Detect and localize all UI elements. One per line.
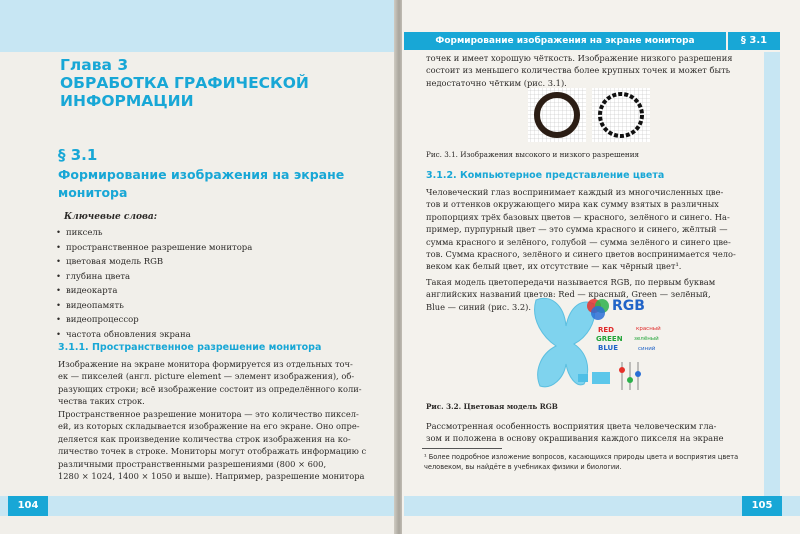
keywords-heading: Ключевые слова: [64,212,158,222]
text-line: чества таких строк. [58,396,145,407]
butterfly-shape [535,298,595,386]
text-line: пример, пурпурный цвет — это сумма красного и синего, жёлтый — [426,224,728,235]
blue-label: BLUE [598,344,619,352]
text-line: разующих строки; всё изображение состоит из определённого коли- [58,383,362,394]
keyword-item: • частота обновления экрана [56,328,252,343]
swatch-icon [578,374,588,382]
ru-blue-label: синий [638,346,656,352]
keyword-item: • глубина цвета [56,270,252,285]
text-line: Blue — синий (рис. 3.2). [426,301,532,312]
text-line: недостаточно чётким (рис. 3.1). [426,77,567,88]
blue-circle [591,306,605,320]
side-strip [764,52,780,496]
text-line: 1280 × 1024, 1400 × 1050 и выше). Например, разрешение монитора [58,471,365,482]
figure-caption: Рис. 3.1. Изображения высокого и низкого разрешения [426,150,640,159]
left-page [0,0,396,534]
running-head: Формирование изображения на экране монитора [404,32,726,50]
text-line: состоит из меньшего количества более крупных точек и может быть [426,65,731,76]
section-title [58,166,378,202]
section-number: § 3.1 [58,146,98,164]
section-title-line: Формирование изображения на экране [58,167,345,182]
paragraph-perception [426,420,724,445]
text-line: Пространственное разрешение монитора — это количество пиксел- [58,409,359,419]
section-title-line: монитора [58,185,128,200]
text-line: тов и оттенков окружающего мира как сумму взятых в различных [426,199,719,210]
paragraph-pixels [58,358,362,408]
paragraph-resolution [58,408,366,482]
rgb-illustration [522,292,672,396]
figure-rgb [522,292,672,396]
keywords-list [56,226,252,342]
keyword-item: • пространственное разрешение монитора [56,241,252,256]
text-line: различными пространственными разрешениями (800 × 600, [58,458,327,469]
slider-knob-icon [619,367,625,373]
text-line: Рассмотренная особенность восприятия цвета человеческим гла- [426,421,717,431]
subsection-title: 3.1.2. Компьютерное представление цвета [426,170,665,181]
text-line: Изображение на экране монитора формируется из отдельных точ- [58,359,353,369]
red-label: RED [598,326,614,334]
slider-knob-icon [627,377,633,383]
figure-resolution [526,86,656,144]
text-line: Человеческий глаз воспринимает каждый из многочисленных цве- [426,187,724,197]
keyword-item: • видеопроцессор [56,313,252,328]
paragraph-resolution-cont [426,52,732,89]
text-line: тов. Сумма красного, зелёного и синего цветов воспринимается чело- [426,249,736,260]
chapter-title-line: ОБРАБОТКА ГРАФИЧЕСКОЙ [60,74,309,92]
paragraph-color [426,186,736,273]
slider-knob-icon [635,371,641,377]
text-line: пропорциях трёх базовых цветов — красного, зелёного и синего. На- [426,211,730,222]
figure-caption: Рис. 3.2. Цветовая модель RGB [426,402,558,411]
text-line: деляется как произведение количества строк изображения на ко- [58,433,351,444]
text-line: веком как белый цвет, их отсутствие — как чёрный цвет¹. [426,261,682,272]
text-line: сумма красного и зелёного, голубой — сумма зелёного и синего цве- [426,236,731,247]
keyword-item: • видеопамять [56,299,252,314]
green-label: GREEN [596,335,623,343]
chapter-title-line: ИНФОРМАЦИИ [60,92,194,110]
text-line: ей, из которых складывается изображение на его экране. Оно опре- [58,421,360,432]
text-line: ек — пикселей (англ. picture element — элемент изображения), об- [58,371,355,382]
keyword-item: • цветовая модель RGB [56,255,252,270]
ru-green-label: зелёный [634,336,659,342]
text-line: зом и положена в основу окрашивания каждого пикселя на экране [426,433,724,444]
running-section: § 3.1 [728,32,780,50]
text-line: личество точек в строке. Мониторы могут отображать информацию с [58,446,367,457]
chapter-title [60,56,380,110]
rgb-label: RGB [612,298,645,314]
top-band [0,0,396,52]
page-number: 104 [8,496,48,516]
ru-red-label: красный [636,326,661,332]
footer-band [404,496,800,516]
subsection-title: 3.1.1. Пространственное разрешение монитора [58,342,322,353]
swatch-icon [592,372,610,384]
text-line: точек и имеет хорошую чёткость. Изображение низкого разрешения [426,53,733,63]
text-line: Такая модель цветопередачи называется RGB, по первым буквам [426,277,716,287]
footnote: ¹ Более подробное изложение вопросов, касающихся природы цвета и восприятия цвета человеком, вы найдёте в учебниках физики и биологии. [424,453,739,471]
page-number: 105 [742,496,782,516]
keyword-item: • пиксель [56,226,252,241]
slider-icons [622,362,638,390]
keyword-item: • видеокарта [56,284,252,299]
text-line: английских названий цветов: Red — красный, Green — зелёный, [426,289,711,300]
footnote-rule [422,448,502,449]
chapter-number: Глава 3 [60,56,129,74]
footer-band [0,496,396,516]
